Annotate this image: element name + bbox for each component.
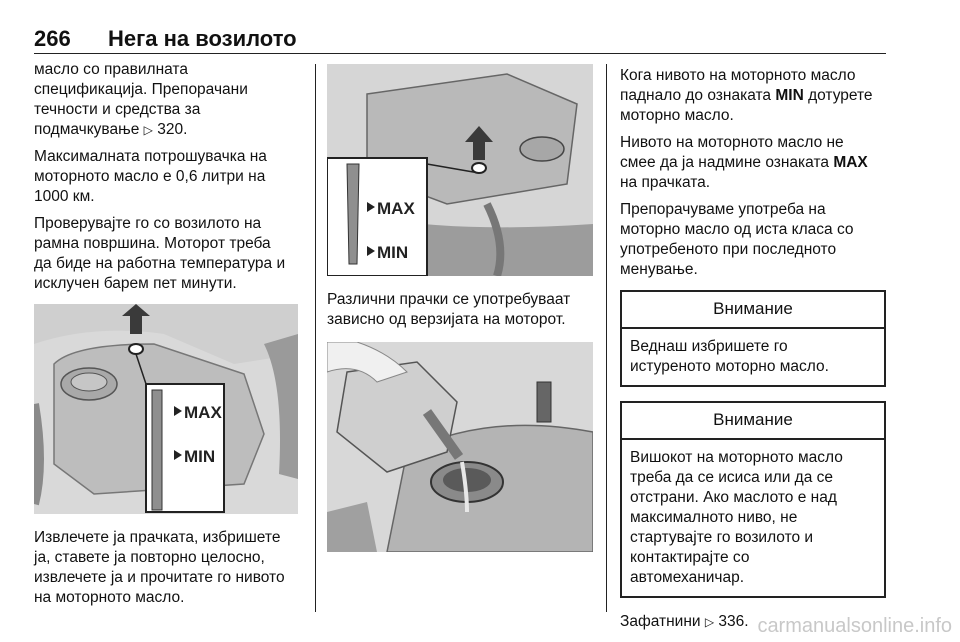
- ref-arrow-icon: ▷: [143, 123, 153, 137]
- figure-caption: Различни прачки се употребуваат зависно од верзијата на моторот.: [327, 291, 571, 328]
- warning-box: [620, 290, 886, 387]
- dipstick-engine-illustration: [34, 304, 298, 514]
- paragraph: Препорачуваме употреба на моторно масло од иста класа со употребеното при последното менување.: [620, 201, 854, 278]
- min-label: MIN: [377, 243, 409, 262]
- dipstick-variant-illustration: [327, 64, 593, 276]
- column-divider: [315, 64, 316, 612]
- paragraph: Нивото на моторното масло не смее да ја надмине ознаката MAX на прачката.: [620, 134, 868, 191]
- paragraph: Проверувајте го со возилото на рамна површина. Моторот треба да биде на работна температура и исклучен барем пет минути.: [34, 215, 286, 292]
- page-header: [34, 26, 886, 52]
- paragraph: Кога нивото на моторното масло паднало до ознаката MIN дотурете моторно масло.: [620, 67, 873, 124]
- page-number: 266: [34, 26, 71, 51]
- ref-arrow-icon: ▷: [704, 615, 715, 629]
- page-reference[interactable]: 336.: [718, 613, 749, 630]
- header-rule: [34, 53, 886, 54]
- warning-box: [620, 401, 886, 598]
- oil-refill-illustration: [327, 342, 593, 552]
- watermark: carmanualsonline.info: [757, 615, 952, 637]
- page-title: Нега на возилото: [108, 26, 297, 51]
- warning-text: Веднаш избришете го истуреното моторно масло.: [630, 338, 829, 375]
- column-2: [327, 64, 595, 552]
- paragraph: Максималната потрошувачка на моторното масло е 0,6 литри на 1000 км.: [34, 148, 267, 205]
- page-reference[interactable]: 320.: [157, 121, 188, 138]
- column-3: [620, 66, 886, 639]
- warning-text: Вишокот на моторното масло треба да се исиса или да се отстрани. Ако маслото е над максималното ниво, не стартувајте го возилото и контактирајте со автомеханичар.: [630, 449, 843, 586]
- paragraph: Зафатнини ▷ 336.: [620, 613, 749, 630]
- paragraph: масло со правилната спецификација. Препорачани течности и средства за подмачкување ▷ 320.: [34, 61, 248, 138]
- warning-heading: Внимание: [622, 292, 884, 329]
- max-label: MAX: [184, 403, 222, 422]
- min-label: MIN: [184, 447, 216, 466]
- warning-heading: Внимание: [622, 403, 884, 440]
- figure-caption: Извлечете ја прачката, избришете ја, ставете ја повторно целосно, извлечете ја и прочитате го нивото на моторното масло.: [34, 529, 285, 606]
- column-1: [34, 60, 304, 615]
- max-label: MAX: [377, 199, 415, 218]
- column-divider: [606, 64, 607, 612]
